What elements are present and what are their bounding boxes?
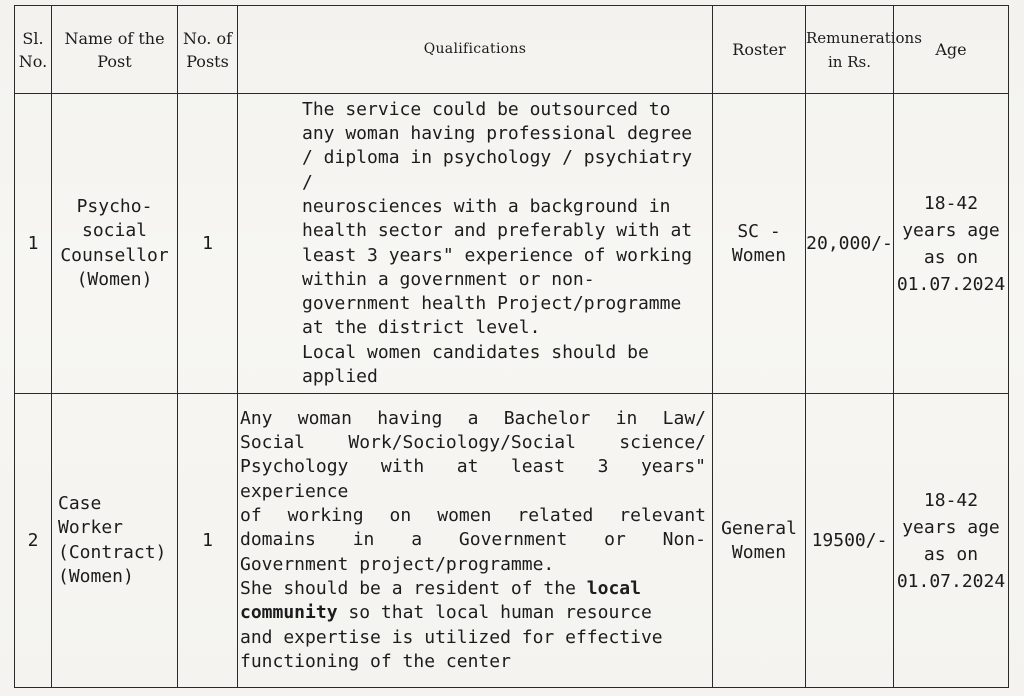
qualification-line: The service could be outsourced to — [302, 98, 671, 120]
table-row — [15, 94, 1009, 394]
header-no-of-posts: No. of Posts — [178, 6, 238, 94]
qualification-line: Any woman having a Bachelor in Law/ — [240, 407, 706, 429]
row-roster: General Women — [713, 394, 806, 688]
header-age: Age — [894, 6, 1009, 94]
qualification-line: at the district level. — [302, 317, 541, 339]
row-posts-count: 1 — [178, 394, 238, 688]
qualification-line: least 3 years" experience of working — [302, 244, 693, 266]
qualification-text: She should be a resident of the — [240, 577, 587, 599]
row-post-name: Psycho-social Counsellor (Women) — [52, 94, 178, 394]
qualification-line: Government project/programme. — [240, 553, 555, 575]
header-row — [15, 6, 1009, 94]
qualification-line: Local women candidates should be — [302, 341, 649, 363]
row-age: 18-42 years age as on 01.07.2024 — [894, 394, 1009, 688]
qualification-line-mixed — [240, 577, 706, 601]
qualification-line: neurosciences with a background in — [302, 195, 671, 217]
header-remunerations: Remunerations in Rs. — [806, 6, 894, 94]
qualification-line: and expertise is utilized for effective — [240, 626, 663, 648]
row-age: 18-42 years age as on 01.07.2024 — [894, 94, 1009, 394]
qualification-line: domains in a Government or Non- — [240, 529, 706, 551]
qualification-bold-text: community — [240, 602, 338, 624]
qualification-line: any woman having professional degree — [302, 123, 693, 145]
qualification-text: so that local human resource — [337, 602, 652, 624]
row-remuneration: 20,000/- — [806, 94, 894, 394]
qualification-line-mixed — [240, 601, 706, 625]
qualification-line: within a government or non- — [302, 268, 595, 290]
qualification-line: health sector and preferably with at — [302, 220, 693, 242]
qualification-line: Psychology with at least 3 years" experience — [240, 456, 706, 502]
row-sl-no: 2 — [15, 394, 52, 688]
row-qualifications — [238, 94, 713, 394]
row-sl-no: 1 — [15, 94, 52, 394]
header-name-of-post: Name of the Post — [52, 6, 178, 94]
vacancy-table — [14, 5, 1009, 688]
qualification-line: applied — [302, 365, 378, 387]
header-roster: Roster — [713, 6, 806, 94]
qualification-line: / diploma in psychology / psychiatry / — [302, 147, 693, 193]
qualification-line: of working on women related relevant — [240, 505, 706, 527]
row-qualifications — [238, 394, 713, 688]
row-post-name: Case Worker (Contract) (Women) — [52, 394, 178, 688]
qualification-bold-text: local — [586, 577, 641, 599]
row-posts-count: 1 — [178, 94, 238, 394]
qualification-line: Social Work/Sociology/Social science/ — [240, 432, 706, 454]
qualification-line: functioning of the center — [240, 650, 511, 672]
row-remuneration: 19500/- — [806, 394, 894, 688]
qualification-line: government health Project/programme — [302, 293, 682, 315]
header-sl-no: Sl. No. — [15, 6, 52, 94]
row-roster: SC - Women — [713, 94, 806, 394]
header-qualifications: Qualifications — [238, 6, 713, 94]
table-row — [15, 394, 1009, 688]
